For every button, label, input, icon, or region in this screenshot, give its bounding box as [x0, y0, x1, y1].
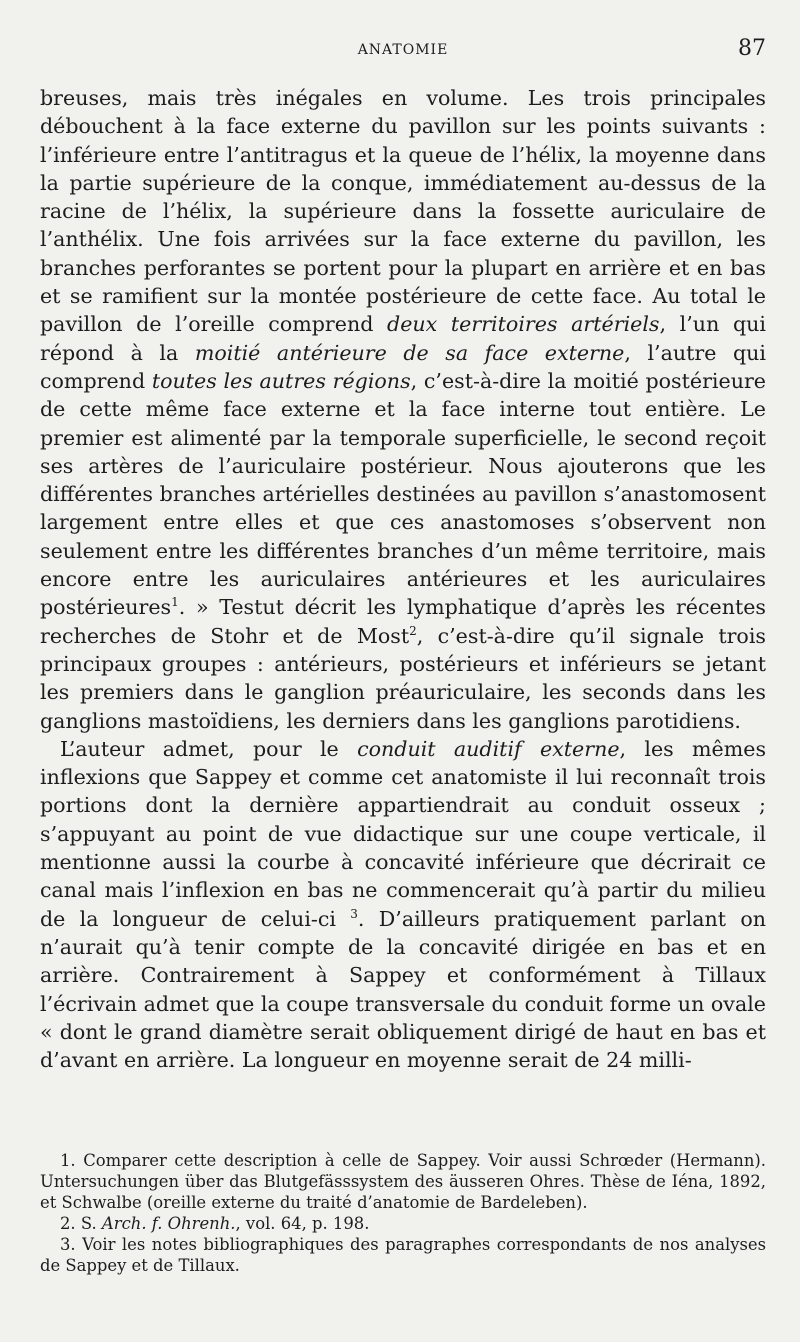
text-run: L’auteur admet, pour le — [60, 736, 358, 761]
paragraph-1 — [40, 84, 766, 735]
footnote-ref-1: 1 — [171, 595, 179, 610]
footnote-ref-2: 2 — [409, 623, 417, 638]
italic-run: moitié antérieure de sa face externe — [194, 340, 625, 365]
text-run: 2. S. — [60, 1214, 102, 1233]
page-header — [40, 36, 766, 66]
footnote-1: 1. Comparer cette description à celle de Sappey. Voir aussi Schrœder (Hermann). Untersuchungen über das Blutgefässsystem des äusseren Ohres. Thèse de Iéna, 1892, et Schwalbe (oreille externe du traité d’anatomie de Bardeleben). — [40, 1151, 766, 1212]
page-number: 87 — [738, 36, 766, 61]
text-run: , vol. 64, p. 198. — [235, 1214, 370, 1233]
footnote-3: 3. Voir les notes bibliographiques des paragraphes correspondants de nos analyses de Sappey et de Tillaux. — [40, 1235, 766, 1275]
footnote-ref-3: 3 — [350, 906, 358, 921]
text-run: , les mêmes inflexions que Sappey et comme cet anatomiste il lui reconnaît trois portions dont la dernière appartiendrait au conduit osseux ; s’appuyant au point de vue didactique sur une coupe verticale, il mentionne aussi la courbe à concavité inférieure que décrirait ce canal mais l’inflexion en bas ne commencerait qu’à partir du milieu de la longueur de celui-ci — [40, 736, 767, 931]
text-run: , l’autre qui comprend — [40, 340, 767, 393]
running-title: ANATOMIE — [357, 42, 449, 58]
text-run: breuses, mais très inégales en volume. Les trois principales débouchent à la face externe du pavillon sur les points suivants : l’inférieure entre l’antitragus et la queue de l’hélix, la moyenne dans la partie supérieure de la conque, immédiatement au-dessus de la racine de l’hélix, la supérieure dans la fossette auriculaire de l’anthélix. Une fois arrivées sur la face externe du pavillon, les branches perforantes se portent pour la plupart en arrière et en bas et se ramifient sur la montée postérieure de cette face. Au total le pavillon de l’oreille comprend — [40, 86, 766, 337]
footnote-2 — [40, 1213, 766, 1234]
text-run: . » Testut décrit les lymphatique d’après les récentes recherches de Stohr et de Most — [40, 595, 766, 648]
text-run: , c’est-à-dire qu’il signale trois principaux groupes : antérieurs, postérieurs et inférieurs se jetant les premiers dans le ganglion préauriculaire, les seconds dans les ganglions mastoïdiens, les derniers dans les ganglions parotidiens. — [40, 623, 766, 733]
italic-run: deux territoires artériels — [387, 312, 660, 337]
text-run: . D’ailleurs pratiquement parlant on n’aurait qu’à tenir compte de la concavité dirigée en bas et en arrière. Contrairement à Sappey et conformément à Tillaux l’écrivain admet que la coupe transversale du conduit forme un ovale « dont le grand diamètre serait obliquement dirigé de haut en bas et d’avant en arrière. La longueur en moyenne serait de 24 milli- — [40, 906, 767, 1073]
italic-run: toutes les autres régions — [151, 368, 411, 393]
italic-run: conduit auditif externe — [357, 736, 620, 761]
footnotes — [40, 1150, 766, 1276]
text-run: , l’un qui répond à la — [40, 312, 766, 365]
italic-run: Arch. f. Ohrenh. — [101, 1214, 236, 1233]
paragraph-2 — [40, 735, 766, 1075]
text-run: , c’est-à-dire la moitié postérieure de cette même face externe et la face interne tout entière. Le premier est alimenté par la temporale superficielle, le second reçoit ses artères de l’auriculaire postérieur. Nous ajouterons que les différentes branches artérielles destinées au pavillon s’anastomosent largement entre elles et que ces anastomoses s’observent non seulement entre les différentes branches d’un même territoire, mais encore entre les auriculaires antérieures et les auriculaires postérieures — [40, 368, 766, 620]
body-text — [40, 84, 766, 1074]
